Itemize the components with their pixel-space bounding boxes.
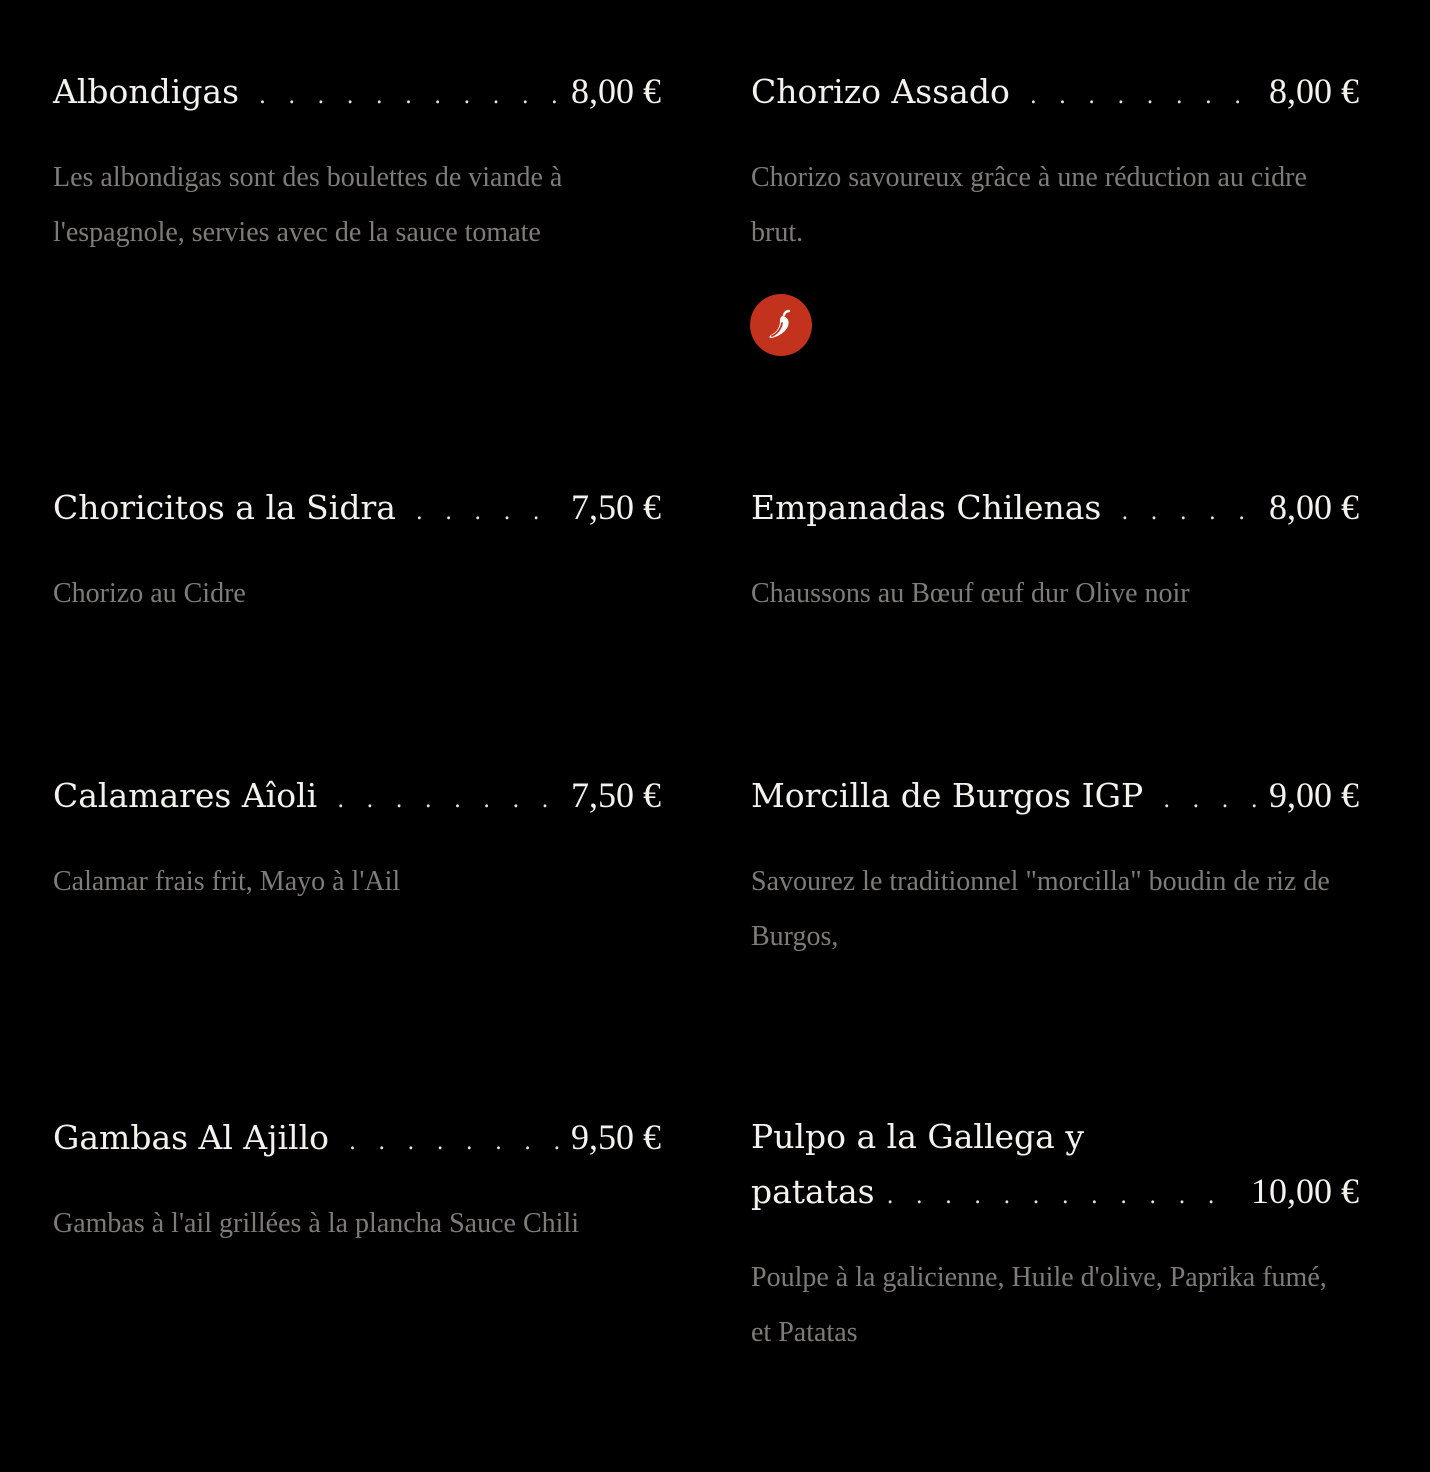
item-header: [751, 64, 1359, 124]
menu-item-empanadas-chilenas: [751, 480, 1359, 621]
menu-item-morcilla-de-burgos: [751, 768, 1359, 964]
item-price: 8,00 €: [1269, 487, 1359, 527]
menu-item-pulpo-a-la-gallega: [751, 1110, 1359, 1360]
dot-leader: [1163, 774, 1257, 828]
item-header: [53, 768, 661, 828]
item-name: Calamares Aîoli: [53, 776, 318, 815]
item-description: Calamar frais frit, Mayo à l'Ail: [53, 866, 401, 897]
item-header: [53, 64, 661, 124]
item-description: Chaussons au Bœuf œuf dur Olive noir: [751, 578, 1190, 609]
item-price: 7,50 €: [571, 487, 661, 527]
item-description: Chorizo savoureux grâce à une réduction au cidre brut.: [751, 162, 1307, 248]
chili-pepper-icon: [763, 307, 799, 343]
item-price: 9,00 €: [1269, 775, 1359, 815]
item-description: Savourez le traditionnel "morcilla" boudin de riz de Burgos,: [751, 866, 1330, 952]
item-price: 9,50 €: [571, 1117, 661, 1157]
dot-leader: [887, 1170, 1239, 1224]
dot-leader: [1030, 70, 1257, 124]
dot-leader: [1121, 486, 1257, 540]
item-description: Gambas à l'ail grillées à la plancha Sauce Chili: [53, 1208, 579, 1239]
menu-item-choricitos-a-la-sidra: [53, 480, 661, 621]
item-description: Les albondigas sont des boulettes de viande à l'espagnole, servies avec de la sauce tomate: [53, 162, 563, 248]
dot-leader: [349, 1116, 559, 1170]
item-name-line1: Pulpo a la Gallega y: [751, 1117, 1084, 1156]
dot-leader: [337, 774, 559, 828]
item-name: Chorizo Assado: [751, 72, 1010, 111]
item-header: [751, 1164, 1359, 1224]
dot-leader: [259, 70, 559, 124]
item-description: Poulpe à la galicienne, Huile d'olive, Paprika fumé, et Patatas: [751, 1262, 1327, 1348]
item-header: [751, 480, 1359, 540]
item-name: Choricitos a la Sidra: [53, 488, 396, 527]
item-price: 8,00 €: [1269, 71, 1359, 111]
item-name-line2: patatas: [751, 1172, 875, 1211]
item-name: Gambas Al Ajillo: [53, 1118, 330, 1157]
item-price: 8,00 €: [571, 71, 661, 111]
menu-item-gambas-al-ajillo: [53, 1110, 661, 1251]
menu-item-chorizo-assado: [751, 64, 1359, 260]
item-name: Empanadas Chilenas: [751, 488, 1102, 527]
item-header: [53, 1110, 661, 1170]
menu-item-albondigas: [53, 64, 661, 260]
dot-leader: [416, 486, 559, 540]
item-price: 10,00 €: [1251, 1171, 1359, 1211]
item-header: [53, 480, 661, 540]
menu-item-calamares-aioli: [53, 768, 661, 909]
item-price: 7,50 €: [571, 775, 661, 815]
item-description: Chorizo au Cidre: [53, 578, 246, 609]
item-header: [751, 768, 1359, 828]
spicy-badge: [750, 294, 812, 356]
item-name: Albondigas: [53, 72, 240, 111]
item-name: Morcilla de Burgos IGP: [751, 776, 1144, 815]
